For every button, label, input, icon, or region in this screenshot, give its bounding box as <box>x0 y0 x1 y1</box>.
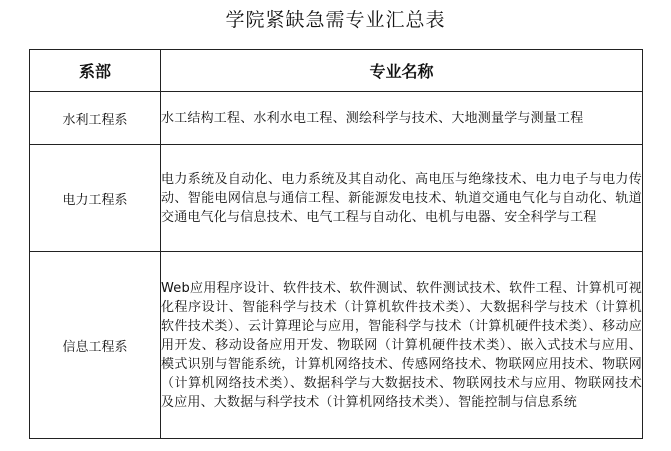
department-cell: 信息工程系 <box>30 252 161 439</box>
table-row <box>30 92 643 145</box>
page-title: 学院紧缺急需专业汇总表 <box>225 9 446 31</box>
majors-cell: 电力系统及自动化、电力系统及其自动化、高电压与绝缘技术、电力电子与电力传动、智能电网信息与通信工程、新能源发电技术、轨道交通电气化与自动化、轨道交通电气化与信息技术、电气工程与自动化、电机与电器、安全科学与工程 <box>161 145 643 252</box>
table-row <box>30 145 643 252</box>
majors-cell: Web应用程序设计、软件技术、软件测试、软件测试技术、软件工程、计算机可视化程序设计、智能科学与技术（计算机软件技术类）、大数据科学与技术（计算机软件技术类）、云计算理论与应用，智能科学与技术（计算机硬件技术类）、移动应用开发、移动设备应用开发、物联网（计算机硬件技术类）、嵌入式技术与应用、模式识别与智能系统，计算机网络技术、传感网络技术、物联网应用技术、物联网（计算机网络技术类）、数据科学与大数据技术、物联网技术与应用、物联网技术及应用、大数据与科学技术（计算机网络技术类）、智能控制与信息系统 <box>161 252 643 439</box>
majors-cell: 水工结构工程、水利水电工程、测绘科学与技术、大地测量学与测量工程 <box>161 92 643 145</box>
table-header-row <box>30 50 643 92</box>
department-cell: 电力工程系 <box>30 145 161 252</box>
table-row <box>30 252 643 439</box>
major-summary-table <box>29 49 643 439</box>
majors-column-header: 专业名称 <box>161 50 643 92</box>
department-cell: 水利工程系 <box>30 92 161 145</box>
department-column-header: 系部 <box>30 50 161 92</box>
